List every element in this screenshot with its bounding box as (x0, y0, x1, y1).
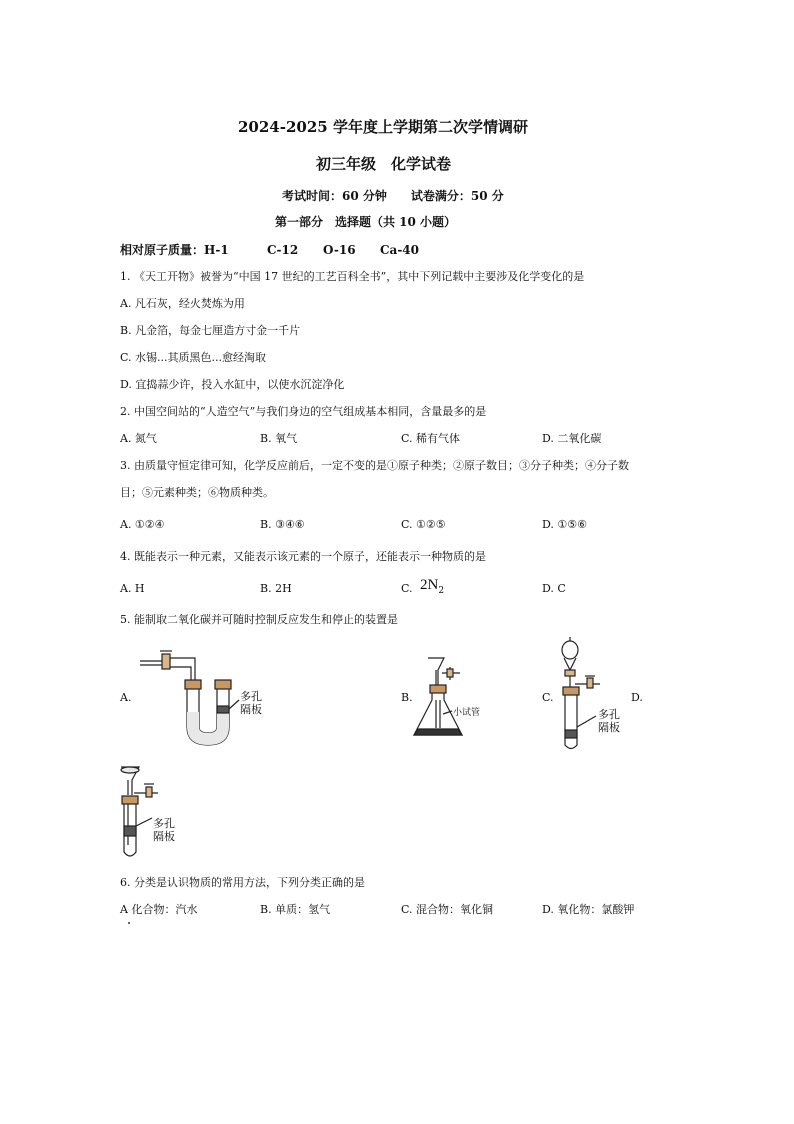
apparatus-d-label-line1: 多孔 (153, 817, 175, 830)
atomic-mass-o: O-16 (323, 243, 356, 257)
apparatus-b-label: 小试管 (453, 708, 481, 718)
atomic-mass-ca: Ca-40 (380, 243, 420, 257)
q6-stem: 6. 分类是认识物质的常用方法，下列分类正确的是 (120, 876, 365, 889)
q3-option-c: C. ①②⑤ (401, 518, 446, 531)
q6-option-c: C. 混合物：氧化铜 (401, 903, 494, 916)
q5-stem: 5. 能制取二氧化碳并可随时控制反应发生和停止的装置是 (120, 613, 398, 626)
exam-info: 考试时间：60 分钟 试卷满分：50 分 (282, 189, 504, 203)
q4-stem: 4. 既能表示一种元素，又能表示该元素的一个原子，还能表示一种物质的是 (120, 550, 486, 563)
q6-option-d: D. 氧化物：氯酸钾 (542, 903, 635, 916)
q4-option-b: B. 2H (260, 582, 292, 595)
q3-stem-line2: 目；⑤元素种类；⑥物质种类。 (120, 486, 274, 499)
q3-option-b: B. ③④⑥ (260, 518, 305, 531)
q3-stem-line1: 3. 由质量守恒定律可知，化学反应前后，一定不变的是①原子种类；②原子数目；③分子种类；④分子数 (120, 459, 629, 472)
q4-formula-subscript: 2 (438, 586, 445, 596)
q4-option-d: D. C (542, 582, 566, 595)
q1-option-d: D. 宜捣蒜少许，投入水缸中，以使水沉淀净化 (120, 378, 345, 391)
part-heading: 第一部分 选择题（共 10 小题） (275, 215, 457, 229)
q4-formula-main: 2N (420, 577, 439, 593)
q2-option-d: D. 二氧化碳 (542, 432, 602, 445)
apparatus-d-label (153, 817, 175, 843)
q6-option-a: A 化合物：汽水 (120, 903, 198, 916)
q3-option-a: A. ①②④ (120, 518, 165, 531)
q1-option-b: B. 凡金箔，每金七厘造方寸金一千片 (120, 324, 301, 337)
apparatus-c-label-line2: 隔板 (598, 721, 620, 734)
q4-option-c: C. (401, 582, 413, 595)
q5-label-c: C. (542, 691, 554, 704)
q5-label-a: A. (120, 691, 132, 704)
apparatus-c-label-line1: 多孔 (598, 708, 620, 721)
q1-option-a: A. 凡石灰，经火焚炼为用 (120, 297, 245, 310)
q1-stem: 1. 《天工开物》被誉为“中国 17 世纪的工艺百科全书”，其中下列记载中主要涉及化学变化的是 (120, 270, 585, 283)
q6-option-b: B. 单质：氢气 (260, 903, 331, 916)
stray-dot (128, 922, 130, 924)
exam-title: 2024-2025 学年度上学期第二次学情调研 (238, 118, 528, 136)
apparatus-a-label-line2: 隔板 (240, 703, 262, 716)
q2-stem: 2. 中国空间站的“人造空气”与我们身边的空气组成基本相同，含量最多的是 (120, 405, 487, 418)
q3-option-d: D. ①⑤⑥ (542, 518, 588, 531)
q5-label-b: B. (401, 691, 413, 704)
exam-subtitle: 初三年级 化学试卷 (316, 155, 452, 173)
q2-option-b: B. 氧气 (260, 432, 298, 445)
q2-option-a: A. 氮气 (120, 432, 157, 445)
apparatus-a-label-line1: 多孔 (240, 690, 262, 703)
q2-option-c: C. 稀有气体 (401, 432, 461, 445)
apparatus-d-label-line2: 隔板 (153, 830, 175, 843)
atomic-mass-c: C-12 (267, 243, 299, 257)
q4-option-a: A. H (120, 582, 145, 595)
atomic-mass-h: 相对原子质量：H-1 (120, 243, 229, 257)
q5-label-d: D. (631, 691, 643, 704)
q1-option-c: C. 水锡...其质黑色...愈经淘取 (120, 351, 266, 364)
